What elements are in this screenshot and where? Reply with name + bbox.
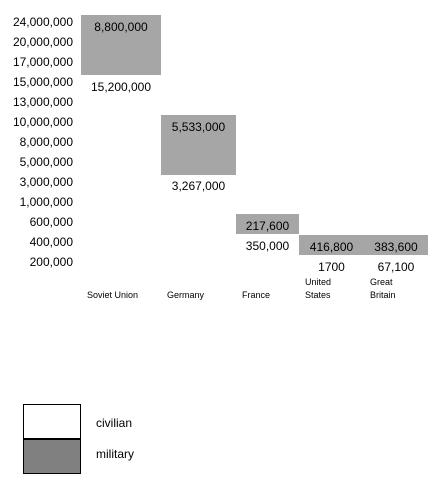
y-tick-label: 200,000 <box>29 255 73 269</box>
legend-civilian-label: civilian <box>96 416 133 430</box>
data-label-military: 416,800 <box>309 240 354 254</box>
data-label-civilian: 350,000 <box>245 239 290 253</box>
y-tick-label: 15,000,000 <box>12 75 73 89</box>
data-label-military: 5,533,000 <box>171 120 226 134</box>
data-label-military: 8,800,000 <box>94 20 148 34</box>
y-tick-label: 10,000,000 <box>12 115 73 129</box>
x-axis-labels <box>87 277 396 300</box>
y-tick-label: 3,000,000 <box>19 175 73 189</box>
data-label-civilian: 3,267,000 <box>171 179 226 193</box>
y-tick-label: 1,000,000 <box>19 195 73 209</box>
legend-military-swatch <box>23 439 81 474</box>
y-axis-ticks <box>13 15 73 269</box>
y-tick-label: 5,000,000 <box>19 155 73 169</box>
x-tick-label: Germany <box>167 290 205 300</box>
y-tick-label: 13,000,000 <box>12 95 73 109</box>
data-label-civilian: 15,200,000 <box>90 80 152 94</box>
legend-civilian-swatch <box>23 404 81 439</box>
x-tick-label: Soviet Union <box>87 290 139 300</box>
data-label-military: 383,600 <box>374 240 418 254</box>
x-tick-label: France <box>242 290 271 300</box>
y-tick-label: 600,000 <box>29 215 73 229</box>
data-label-civilian: 67,100 <box>377 260 415 274</box>
y-tick-label: 20,000,000 <box>12 35 73 49</box>
data-label-civilian: 1700 <box>318 260 345 274</box>
legend-military-label: military <box>96 447 134 461</box>
y-tick-label: 400,000 <box>29 235 73 249</box>
y-tick-label: 24,000,000 <box>12 15 73 29</box>
data-label-military: 217,600 <box>245 219 290 233</box>
y-tick-label: 17,000,000 <box>12 55 73 69</box>
y-tick-label: 8,000,000 <box>19 135 73 149</box>
x-tick-label: United States <box>305 277 332 300</box>
x-tick-label: Great Britain <box>370 277 396 300</box>
